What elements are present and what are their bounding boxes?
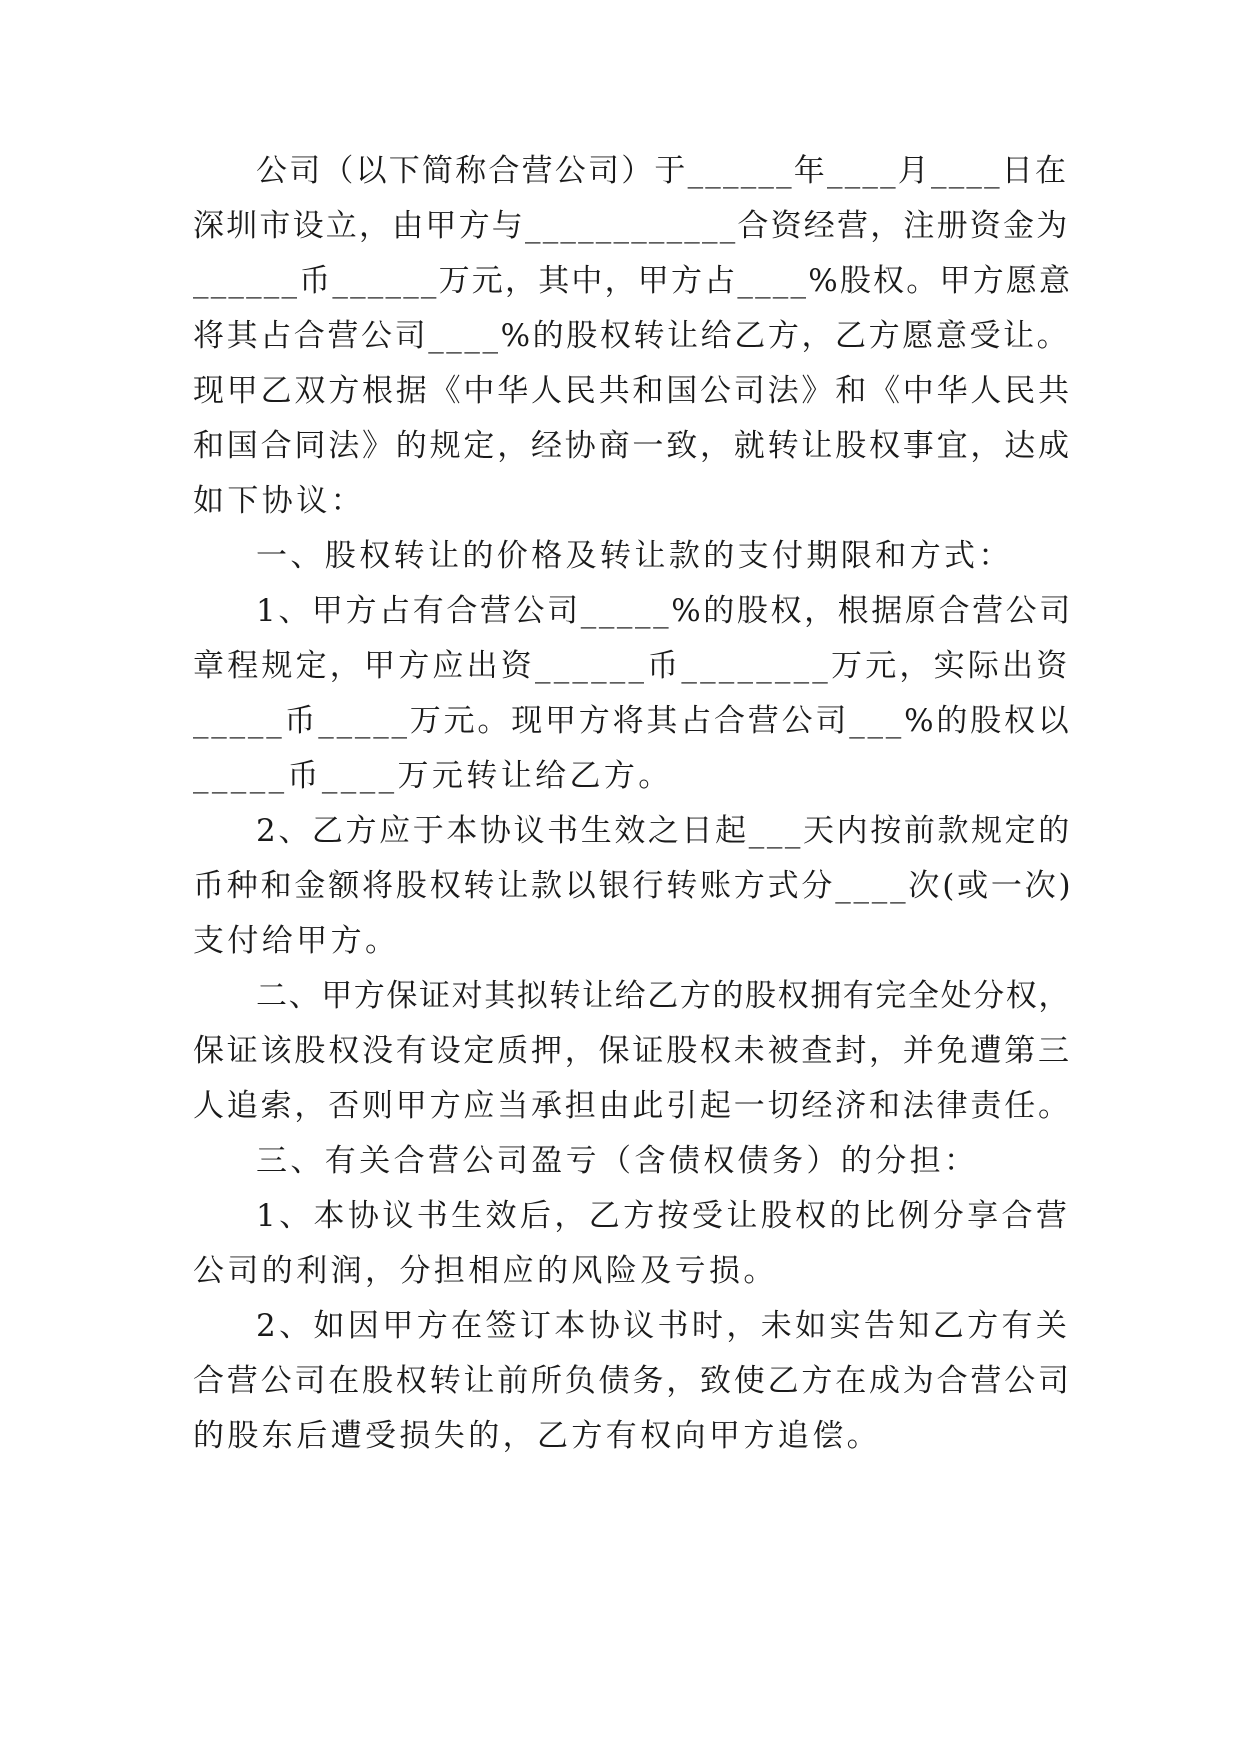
section-heading: 一、股权转让的价格及转让款的支付期限和方式： (256, 538, 1013, 574)
paragraph-line: 将其占合营公司____%的股权转让给乙方，乙方愿意受让。 (193, 318, 1071, 354)
paragraph-line: 公司（以下简称合营公司）于______年____月____日在 (256, 153, 1069, 189)
paragraph-line: 1、本协议书生效后，乙方按受让股权的比例分享合营 (256, 1198, 1071, 1234)
paragraph-line: 人追索，否则甲方应当承担由此引起一切经济和法律责任。 (193, 1088, 1072, 1124)
paragraph-line: 章程规定，甲方应出资______币________万元，实际出资 (193, 648, 1071, 684)
section-heading: 二、甲方保证对其拟转让给乙方的股权拥有完全处分权， (256, 978, 1071, 1014)
paragraph-line: ______币______万元，其中，甲方占____%股权。甲方愿意 (193, 263, 1073, 299)
paragraph-line: 深圳市设立，由甲方与____________合资经营，注册资金为 (193, 208, 1070, 244)
paragraph-line: _____币_____万元。现甲方将其占合营公司___%的股权以 (193, 703, 1072, 739)
paragraph-line: 现甲乙双方根据《中华人民共和国公司法》和《中华人民共 (193, 373, 1072, 409)
paragraph-line: 合营公司在股权转让前所负债务，致使乙方在成为合营公司 (193, 1363, 1072, 1399)
paragraph-line: 和国合同法》的规定，经协商一致，就转让股权事宜，达成 (193, 428, 1072, 464)
paragraph-line: 2、如因甲方在签订本协议书时，未如实告知乙方有关 (256, 1308, 1071, 1344)
paragraph-line: 保证该股权没有设定质押，保证股权未被查封，并免遭第三 (193, 1033, 1072, 1069)
paragraph-line: 支付给甲方。 (193, 923, 400, 959)
paragraph-line: 公司的利润，分担相应的风险及亏损。 (193, 1253, 778, 1289)
paragraph-line: 2、乙方应于本协议书生效之日起___天内按前款规定的 (256, 813, 1072, 849)
paragraph-line: 1、甲方占有合营公司_____%的股权，根据原合营公司 (256, 593, 1073, 629)
paragraph-line: 如下协议： (193, 483, 365, 519)
section-heading: 三、有关合营公司盈亏（含债权债务）的分担： (256, 1143, 979, 1179)
paragraph-line: 的股东后遭受损失的，乙方有权向甲方追偿。 (193, 1418, 881, 1454)
paragraph-line: 币种和金额将股权转让款以银行转账方式分____次(或一次) (193, 868, 1074, 904)
paragraph-line: _____币____万元转让给乙方。 (193, 758, 673, 794)
